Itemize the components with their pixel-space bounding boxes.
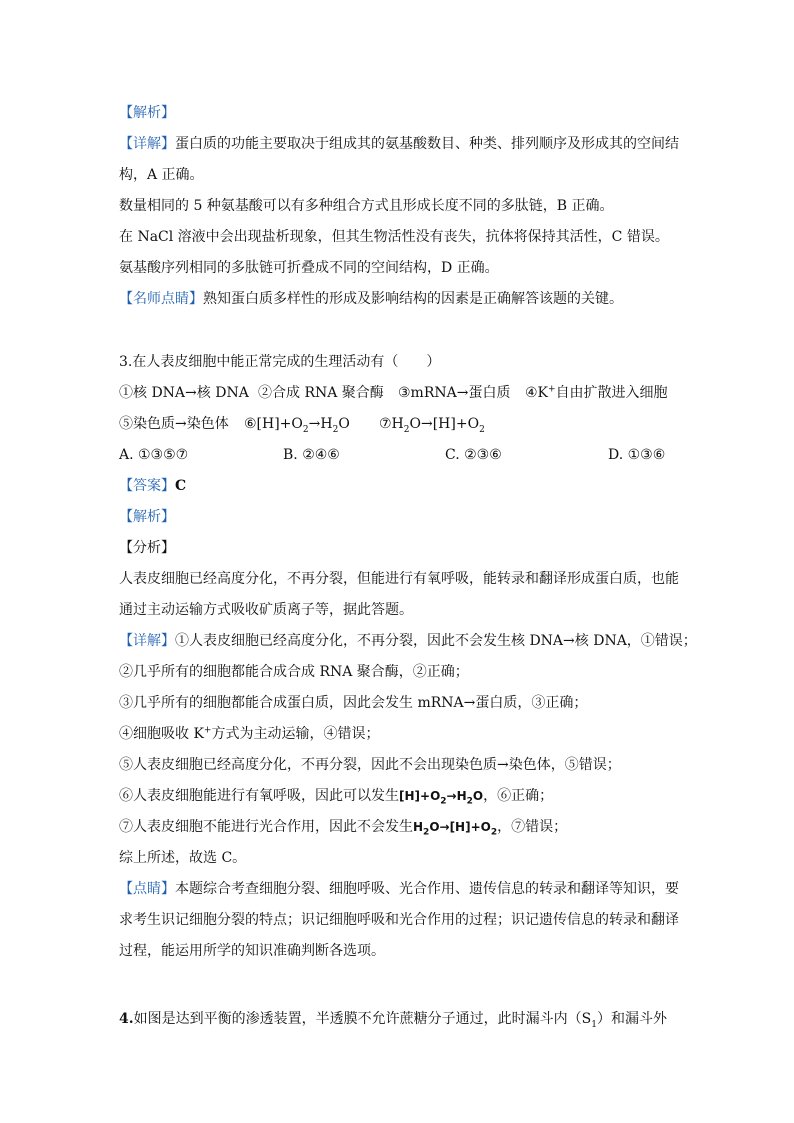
detail-paragraph	[119, 631, 697, 651]
item-7: $⑦H_2O\to[H]+O_2$	[379, 416, 485, 435]
item-3: ③mRNA→蛋白质	[398, 385, 511, 401]
fenxi-text-cont: 通过主动运输方式吸收矿质离子等，据此答题。	[119, 602, 413, 618]
question-3-stem: 3.在人表皮细胞中能正常完成的生理活动有（ ）	[119, 354, 441, 370]
detail-paragraph	[119, 134, 679, 154]
tip-paragraph	[119, 879, 679, 899]
detail-item-4: ④细胞吸收 K+方式为主动运输，④错误；	[119, 725, 380, 742]
detail-item-2: ②几乎所有的细胞都能合成合成 RNA 聚合酶，②正确；	[119, 664, 469, 680]
detail-item-7: ⑦人表皮细胞不能进行光合作用，因此不会发生$H_2O\to[H]+O_2$，⑦错误；	[119, 819, 568, 838]
fenxi-tag: 【分析】	[119, 540, 175, 556]
fenxi-text: 人表皮细胞已经高度分化，不再分裂，但能进行有氧呼吸，能转录和翻译形成蛋白质，也能	[119, 571, 679, 587]
tip-tag: 【点睛】	[119, 881, 175, 897]
answer-line	[119, 476, 186, 496]
item-6: $⑥[H]+O_2\to H_2O$	[244, 416, 350, 435]
detail-item-3: ③几乎所有的细胞都能合成蛋白质，因此会发生 mRNA→蛋白质，③正确；	[119, 695, 588, 711]
detail-text-cont: 构，A 正确。	[119, 167, 204, 183]
question-3-choices	[119, 445, 665, 465]
conclusion: 综上所述，故选 C。	[119, 850, 247, 866]
tip-text-cont-2: 过程，能运用所学的知识准确判断各选项。	[119, 943, 385, 959]
detail-tag: 【详解】	[119, 633, 175, 649]
detail-text-c: 在 NaCl 溶液中会出现盐析现象，但其生物活性没有丧失，抗体将保持其活性，C 错误。	[119, 229, 669, 245]
item-5: ⑤染色质→染色体	[119, 416, 229, 432]
detail-tag: 【详解】	[119, 136, 175, 152]
item-2: ②合成 RNA 聚合酶	[258, 385, 384, 401]
question-3-items-row-2	[119, 414, 485, 434]
item-4: ④K+自由扩散进入细胞	[525, 384, 668, 401]
analysis-tag: 【解析】	[119, 509, 175, 525]
choice-b: B. ②④⑥	[283, 447, 340, 463]
detail-text-d: 氨基酸序列相同的多肽链可折叠成不同的空间结构，D 正确。	[119, 260, 499, 276]
question-3-items-row-1	[119, 383, 668, 403]
analysis-tag: 【解析】	[119, 105, 175, 121]
formula: $H_2O\to[H]+O_2$	[413, 820, 498, 838]
answer-value: C	[175, 478, 187, 494]
choice-a: A. ①③⑤⑦	[119, 447, 189, 463]
tip-text: 熟知蛋白质多样性的形成及影响结构的因素是正确解答该题的关键。	[203, 291, 623, 307]
tip-paragraph	[119, 289, 623, 309]
choice-d: D. ①③⑥	[608, 447, 666, 463]
detail-item-6: ⑥人表皮细胞能进行有氧呼吸，因此可以发生$[H]+O_2\to H_2O$，⑥正确；	[119, 788, 554, 807]
question-4-stem: 4.如图是达到平衡的渗透装置，半透膜不允许蔗糖分子通过，此时漏斗内$(S_1)$和漏斗外	[119, 1011, 667, 1030]
formula: $[H]+O_2\to H_2O$	[399, 789, 484, 807]
detail-text: 蛋白质的功能主要取决于组成其的氨基酸数目、种类、排列顺序及形成其的空间结	[175, 136, 679, 152]
choice-c: C. ②③⑥	[445, 447, 502, 463]
answer-tag: 【答案】	[119, 478, 175, 494]
detail-item-5: ⑤人表皮细胞已经高度分化，不再分裂，因此不会出现染色质→染色体，⑤错误；	[119, 757, 621, 773]
tip-tag: 【名师点睛】	[119, 291, 203, 307]
item-1: ①核 DNA→核 DNA	[119, 385, 249, 401]
tip-text: 本题综合考查细胞分裂、细胞呼吸、光合作用、遗传信息的转录和翻译等知识，要	[175, 881, 679, 897]
detail-item-1: ①人表皮细胞已经高度分化，不再分裂，因此不会发生核 DNA→核 DNA，①错误；	[175, 633, 697, 649]
tip-text-cont-1: 求考生识记细胞分裂的特点；识记细胞呼吸和光合作用的过程；识记遗传信息的转录和翻译	[119, 912, 679, 928]
detail-text-b: 数量相同的 5 种氨基酸可以有多种组合方式且形成长度不同的多肽链，B 正确。	[119, 198, 614, 214]
